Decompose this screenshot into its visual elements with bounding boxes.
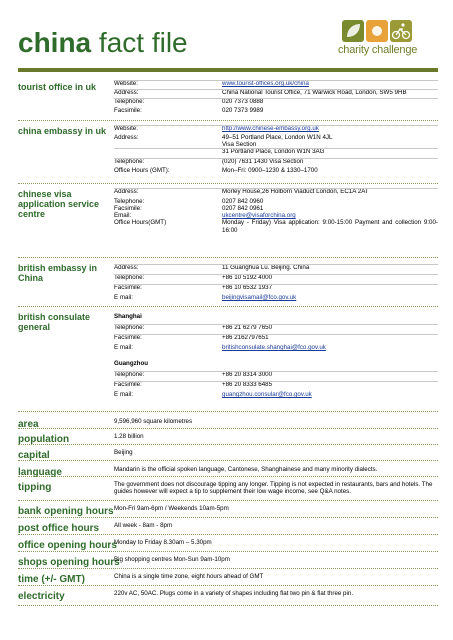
section-title: british consulate general xyxy=(18,312,91,332)
fact-value: All week - 8am - 8pm xyxy=(114,522,173,529)
section-divider xyxy=(18,306,438,307)
section-title: tourist office in uk xyxy=(18,82,97,92)
tourist-office-section: tourist office in uk Website: www.tourist-offices.org.uk/china Address: China National Tourist Office, 71 Warwick Road, London, SW5 9HB Telephone: 020 7373 0888 Facsimile: 020 7373 9989 xyxy=(18,80,438,122)
section-divider xyxy=(18,120,438,121)
fact-title: bank opening hours xyxy=(18,506,114,517)
fact-title: population xyxy=(18,434,70,445)
fact-title: area xyxy=(18,419,39,430)
visa-centre-section: chinese visa application service centre Address: Morley House,26 Holborn Viaduct London, EC1A 2AT Telephone: 0207 842 0960 Facsimile: 0207 842 0961 Email: ukcentre@visaforchina.org Office Hours(GMT) Monday - Friday) Visa application: 9:00-15:00 Payment and collection 9:00-16:00 xyxy=(18,183,438,255)
british-embassy-section: british embassy in China Address: 11 Guanghua Lu. Beijing. China Telephone: +86 10 5192 4000 Facsimile: +86 10 6532 1937 E mail: beijingvisamail@fco.gov.uk xyxy=(18,257,438,305)
section-title: british embassy in China xyxy=(18,263,98,283)
city-heading: Guangzhou xyxy=(114,360,149,367)
fact-title: time (+/- GMT) xyxy=(18,574,85,585)
fact-title: shops opening hours xyxy=(18,557,120,568)
fact-title: language xyxy=(18,467,62,478)
section-title: china embassy in uk xyxy=(18,126,107,136)
website-link[interactable]: www.tourist-offices.org.uk/china xyxy=(222,80,309,87)
fact-value: Monday to Friday 8.30am – 5.30pm xyxy=(114,539,212,546)
charity-challenge-logo xyxy=(320,20,438,60)
section-divider xyxy=(18,517,438,518)
section-title: chinese visa application service centre xyxy=(18,189,100,219)
website-link[interactable]: http://www.chinese-embassy.org.uk xyxy=(222,125,319,132)
section-divider xyxy=(18,476,438,477)
email-link[interactable]: guangzhou.consular@fco.gov.uk xyxy=(222,391,312,398)
email-link[interactable]: beijingvisamail@fco.gov.uk xyxy=(222,294,297,301)
fact-value: 1.28 billion xyxy=(114,433,144,440)
section-divider xyxy=(18,257,438,258)
fact-title: office opening hours xyxy=(18,540,117,551)
section-divider xyxy=(18,183,438,184)
fact-value: The government does not discourage tipping any longer. Tipping is not expected in restaurants, bars and hotels. The guides however will expect a tip to supplement their low wage income, see Q&A notes. xyxy=(114,481,433,496)
section-divider xyxy=(18,444,438,445)
logo-text: charity challenge xyxy=(338,44,418,56)
embassy-section: china embassy in uk Website: http://www.chinese-embassy.org.uk Address: 49–51 Portland Place, London W1N 4JL Visa Section 31 Portland Place, London W1N 3AG Telephone: (020) 7631 1430 Visa Section Office Hours (GMT): Mon–Fri: 0900–1230 & 1330–1700 xyxy=(18,120,438,182)
fact-title: capital xyxy=(18,450,50,461)
fact-value: 220v AC, 50AC. Plugs come in a variety of shapes including flat two pin & flat three pin. xyxy=(114,590,354,597)
fact-value: 9,596,960 square kilometres xyxy=(114,418,193,425)
section-divider xyxy=(18,500,438,501)
cyclist-icon xyxy=(390,20,412,42)
leaf-icon xyxy=(342,20,364,42)
fact-title: electricity xyxy=(18,591,65,602)
section-divider xyxy=(18,551,438,552)
fact-title: tipping xyxy=(18,482,52,493)
fact-value: Beijing xyxy=(114,449,133,456)
section-divider xyxy=(18,605,438,606)
fact-value: China is a single time zone, eight hours ahead of GMT xyxy=(114,573,264,580)
section-divider xyxy=(18,534,438,535)
fact-title: post office hours xyxy=(18,523,100,534)
fact-value: Big shopping centres Mon-Sun 9am-10pm xyxy=(114,556,230,563)
section-divider xyxy=(18,568,438,569)
section-divider xyxy=(18,585,438,586)
british-consulate-section: british consulate general Shanghai Telephone: +86 21 6279 7650 Facsimile: +86 2162797651 E mail: britishconsulate.shanghai@fco.gov.uk Guangzhou Telephone: +86 20 8314 3000 Facsimile: +86 20 8333 6485 E mail: guangzhou.consular@fco.gov.uk xyxy=(18,306,438,410)
sun-icon xyxy=(366,20,388,42)
header-rule xyxy=(18,68,438,72)
facts-section xyxy=(18,411,438,636)
city-heading: Shanghai xyxy=(114,313,142,320)
section-divider xyxy=(18,411,438,412)
fact-value: Mon-Fri 9am-6pm / Weekends 10am-5pm xyxy=(114,505,229,512)
section-divider xyxy=(18,428,438,429)
fact-value: Mandarin is the official spoken language, Cantonese, Shanghainese and many minority dialects. xyxy=(114,466,378,473)
section-divider xyxy=(18,460,438,461)
email-link[interactable]: ukcentre@visaforchina.org xyxy=(222,212,296,219)
page-title: china fact file xyxy=(18,27,188,58)
email-link[interactable]: britishconsulate.shanghai@fco.gov.uk xyxy=(222,344,326,351)
